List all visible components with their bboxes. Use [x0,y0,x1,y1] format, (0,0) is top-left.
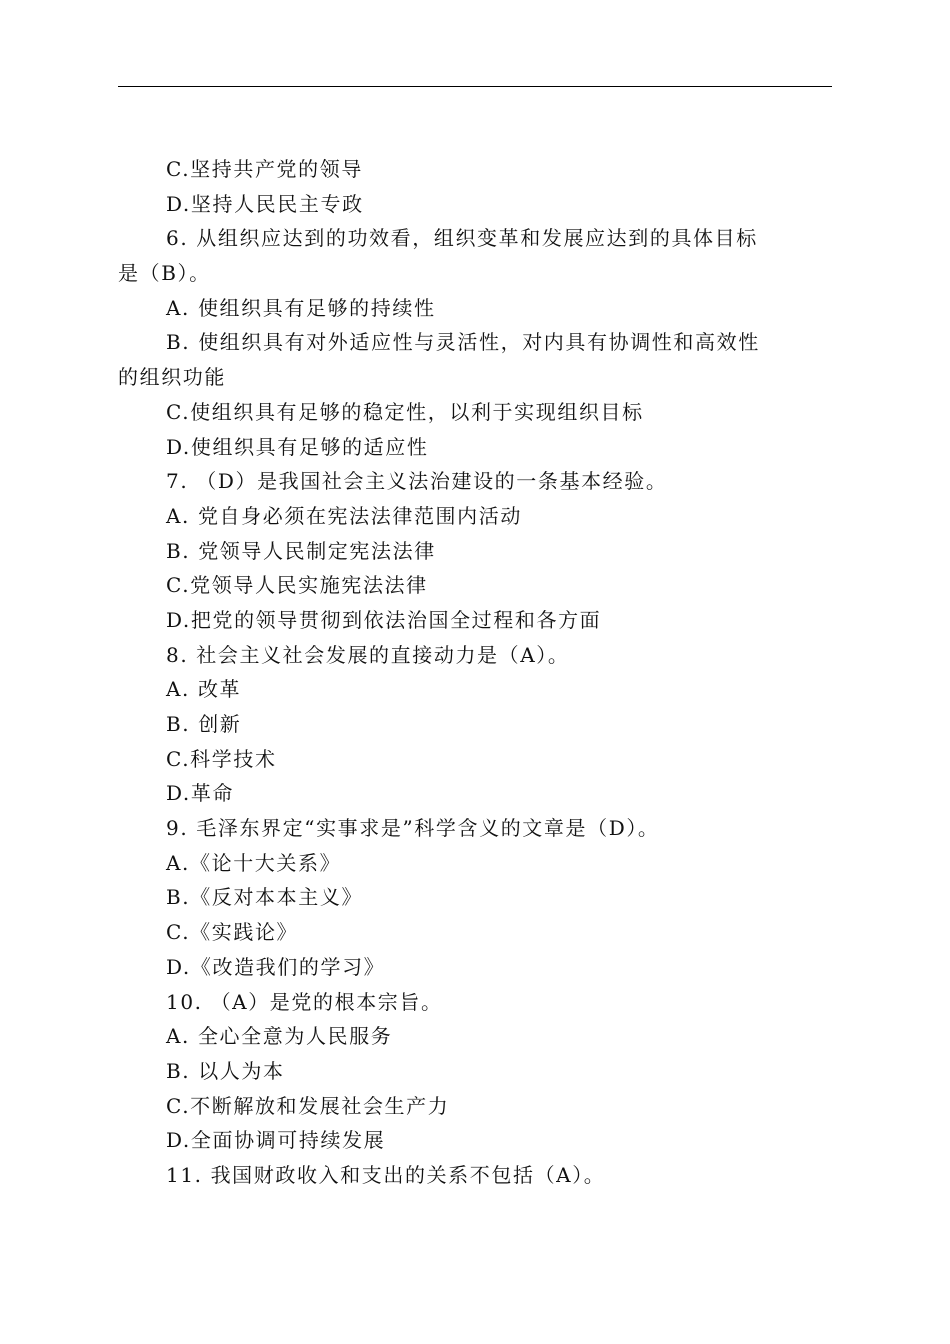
text-line: B. 党领导人民制定宪法法律 [166,538,436,563]
text-line: D.全面协调可持续发展 [166,1128,386,1153]
text-line: B. 创新 [166,712,242,736]
text-line: A. 全心全意为人民服务 [166,1024,393,1049]
header-rule [118,86,832,87]
text-line: 的组织功能 [118,365,226,390]
text-line: C.使组织具有足够的稳定性，以利于实现组织目标 [166,399,644,424]
text-line: D.《改造我们的学习》 [166,954,386,979]
text-line: B. 以人为本 [166,1058,285,1083]
text-line: D.把党的领导贯彻到依法治国全过程和各方面 [166,607,602,632]
text-line: B. 使组织具有对外适应性与灵活性，对内具有协调性和高效性 [166,330,760,355]
text-line: C.《实践论》 [166,920,299,945]
text-line: D.革命 [166,781,235,806]
text-line: A. 改革 [166,677,242,702]
text-line: C.党领导人民实施宪法法律 [166,573,428,598]
text-line: A. 党自身必须在宪法法律范围内活动 [166,503,522,528]
text-line: 9. 毛泽东界定“实事求是”科学含义的文章是（D）。 [166,816,660,841]
text-line: 10. （A）是党的根本宗旨。 [166,989,443,1014]
text-line: 8. 社会主义社会发展的直接动力是（A）。 [166,642,570,667]
text-line: D.使组织具有足够的适应性 [166,434,429,459]
text-line: 是（B）。 [118,261,211,286]
document-body [118,152,832,1193]
text-line: A.《论十大关系》 [166,850,342,875]
text-line: B.《反对本本主义》 [166,885,364,910]
text-line: D.坚持人民民主专政 [166,191,364,216]
text-line: C.科学技术 [166,746,277,771]
text-line: 7. （D）是我国社会主义法治建设的一条基本经验。 [166,469,668,494]
text-line: C.坚持共产党的领导 [166,157,363,181]
text-line: 11. 我国财政收入和支出的关系不包括（A）。 [166,1162,606,1187]
text-line: C.不断解放和发展社会生产力 [166,1093,450,1118]
text-line: 6. 从组织应达到的功效看，组织变革和发展应达到的具体目标 [166,226,758,251]
text-line: A. 使组织具有足够的持续性 [166,295,436,320]
